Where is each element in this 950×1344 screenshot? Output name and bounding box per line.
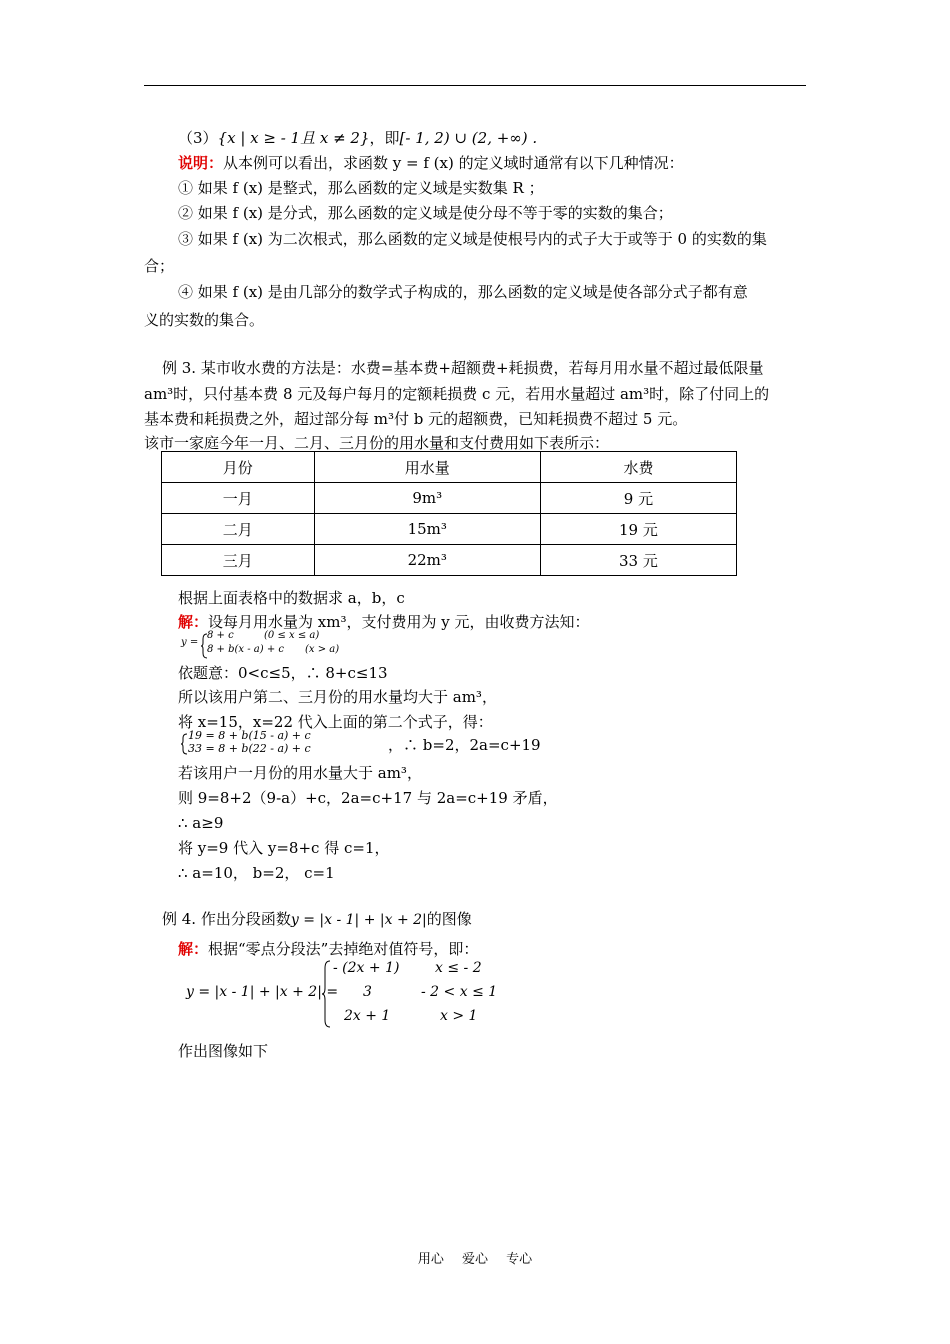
system-eq2: 33 = 8 + b(22 - a) + c — [188, 742, 311, 755]
note-text: 从本例可以看出，求函数 y = f (x) 的定义域时通常有以下几种情况： — [223, 154, 684, 172]
ex3-solution-line — [178, 612, 590, 632]
table-header: 水费 — [540, 452, 736, 483]
part3-label: （3） — [178, 129, 218, 147]
table-cell: 33 元 — [540, 545, 736, 576]
ex3-ask: 根据上面表格中的数据求 a，b，c — [178, 589, 405, 607]
note-item: ② 如果 f (x) 是分式，那么函数的定义域是使分母不等于零的实数的集合； — [178, 204, 673, 222]
part3-line — [178, 128, 537, 148]
ex4-title — [162, 909, 472, 930]
ex3-step: 将 y=9 代入 y=8+c 得 c=1， — [178, 839, 390, 857]
table-header-row — [162, 452, 737, 483]
system-eq1: 19 = 8 + b(15 - a) + c — [188, 729, 311, 742]
pw2-lhs: y = |x - 1| + |x + 2| = — [186, 984, 339, 1000]
system-brace — [180, 733, 188, 755]
note-item-cont: 义的实数的集合。 — [144, 311, 265, 329]
table-cell: 15m³ — [314, 514, 540, 545]
note-item-cont: 合； — [144, 257, 175, 275]
solution-label: 解： — [178, 940, 209, 958]
table-header: 用水量 — [314, 452, 540, 483]
solution-label: 解： — [178, 613, 209, 631]
pw1-cond1: (0 ≤ x ≤ a) — [264, 630, 320, 641]
pw2-case2: 3 — [363, 984, 372, 1000]
page-footer: 用心 爱心 专心 — [417, 1252, 533, 1267]
table-row — [162, 483, 737, 514]
pw2-brace — [321, 960, 331, 1028]
part3-interval: [- 1, 2) ∪ (2, +∞) . — [399, 129, 538, 147]
ex3-line: 该市一家庭今年一月、二月、三月份的用水量和支付费用如下表所示： — [144, 434, 610, 452]
ex3-step: 则 9=8+2（9-a）+c，2a=c+17 与 2a=c+19 矛盾， — [178, 789, 558, 807]
note-item: ③ 如果 f (x) 为二次根式，那么函数的定义域是使根号内的式子大于或等于 0 的实数的集 — [178, 230, 767, 248]
table-cell: 22m³ — [314, 545, 540, 576]
ex4-title-end: 的图像 — [426, 910, 472, 928]
note-label: 说明： — [178, 154, 224, 172]
ex3-line: 基本费和耗损费之外，超过部分每 m³付 b 元的超额费，已知耗损费不超过 5 元。 — [144, 410, 688, 428]
table-cell: 二月 — [162, 514, 315, 545]
table-row — [162, 514, 737, 545]
system-result: ，∴ b=2，2a=c+19 — [388, 736, 541, 754]
pw2-case3: 2x + 1 — [344, 1008, 391, 1024]
water-fee-table — [161, 451, 737, 576]
ex3-step: 依题意：0<c≤5，∴ 8+c≤13 — [178, 664, 388, 682]
pw2-cond3: x > 1 — [440, 1008, 478, 1024]
pw2-cond1: x ≤ - 2 — [435, 960, 482, 976]
ex3-step: 所以该用户第二、三月份的用水量均大于 am³， — [178, 688, 497, 706]
note-item: ④ 如果 f (x) 是由几部分的数学式子构成的，那么函数的定义域是使各部分式子都有意 — [178, 283, 748, 301]
part3-sep: ，即 — [369, 129, 400, 147]
ex3-step: 若该用户一月份的用水量大于 am³， — [178, 764, 422, 782]
table-row — [162, 545, 737, 576]
pw1-case2: 8 + b(x - a) + c — [207, 644, 284, 655]
solution-text: 设每月用水量为 xm³，支付费用为 y 元，由收费方法知： — [208, 613, 590, 631]
table-cell: 三月 — [162, 545, 315, 576]
solution-text: 根据“零点分段法”去掉绝对值符号，即： — [208, 940, 479, 958]
table-cell: 9 元 — [540, 483, 736, 514]
ex4-func: y = |x - 1| + |x + 2| — [290, 912, 427, 928]
part3-set: {x | x ≥ - 1且 x ≠ 2} — [217, 129, 370, 147]
table-cell: 19 元 — [540, 514, 736, 545]
ex4-title-text: 例 4. 作出分段函数 — [162, 910, 291, 928]
ex3-line: am³时，只付基本费 8 元及每户每月的定额耗损费 c 元，若用水量超过 am³时，除了付同上的 — [144, 385, 770, 403]
pw2-case1: - (2x + 1) — [333, 960, 400, 976]
ex3-line: 例 3. 某市收水费的方法是：水费=基本费+超额费+耗损费，若每月用水量不超过最低限量 — [162, 359, 764, 377]
ex3-step: ∴ a=10， b=2， c=1 — [178, 864, 335, 882]
pw1-case1: 8 + c — [207, 630, 234, 641]
table-cell: 一月 — [162, 483, 315, 514]
note-line — [178, 153, 684, 173]
note-item: ① 如果 f (x) 是整式，那么函数的定义域是实数集 R ； — [178, 179, 544, 197]
ex4-end: 作出图像如下 — [178, 1042, 269, 1060]
header-rule — [144, 85, 806, 86]
ex3-step: ∴ a≥9 — [178, 814, 224, 832]
pw1-cond2: (x > a) — [305, 644, 340, 655]
table-cell: 9m³ — [314, 483, 540, 514]
ex3-step: 将 x=15，x=22 代入上面的第二个式子，得： — [178, 713, 493, 731]
table-header: 月份 — [162, 452, 315, 483]
pw2-cond2: - 2 < x ≤ 1 — [421, 984, 498, 1000]
pw1-lhs: y = — [181, 637, 199, 648]
ex4-solution-line — [178, 939, 478, 959]
